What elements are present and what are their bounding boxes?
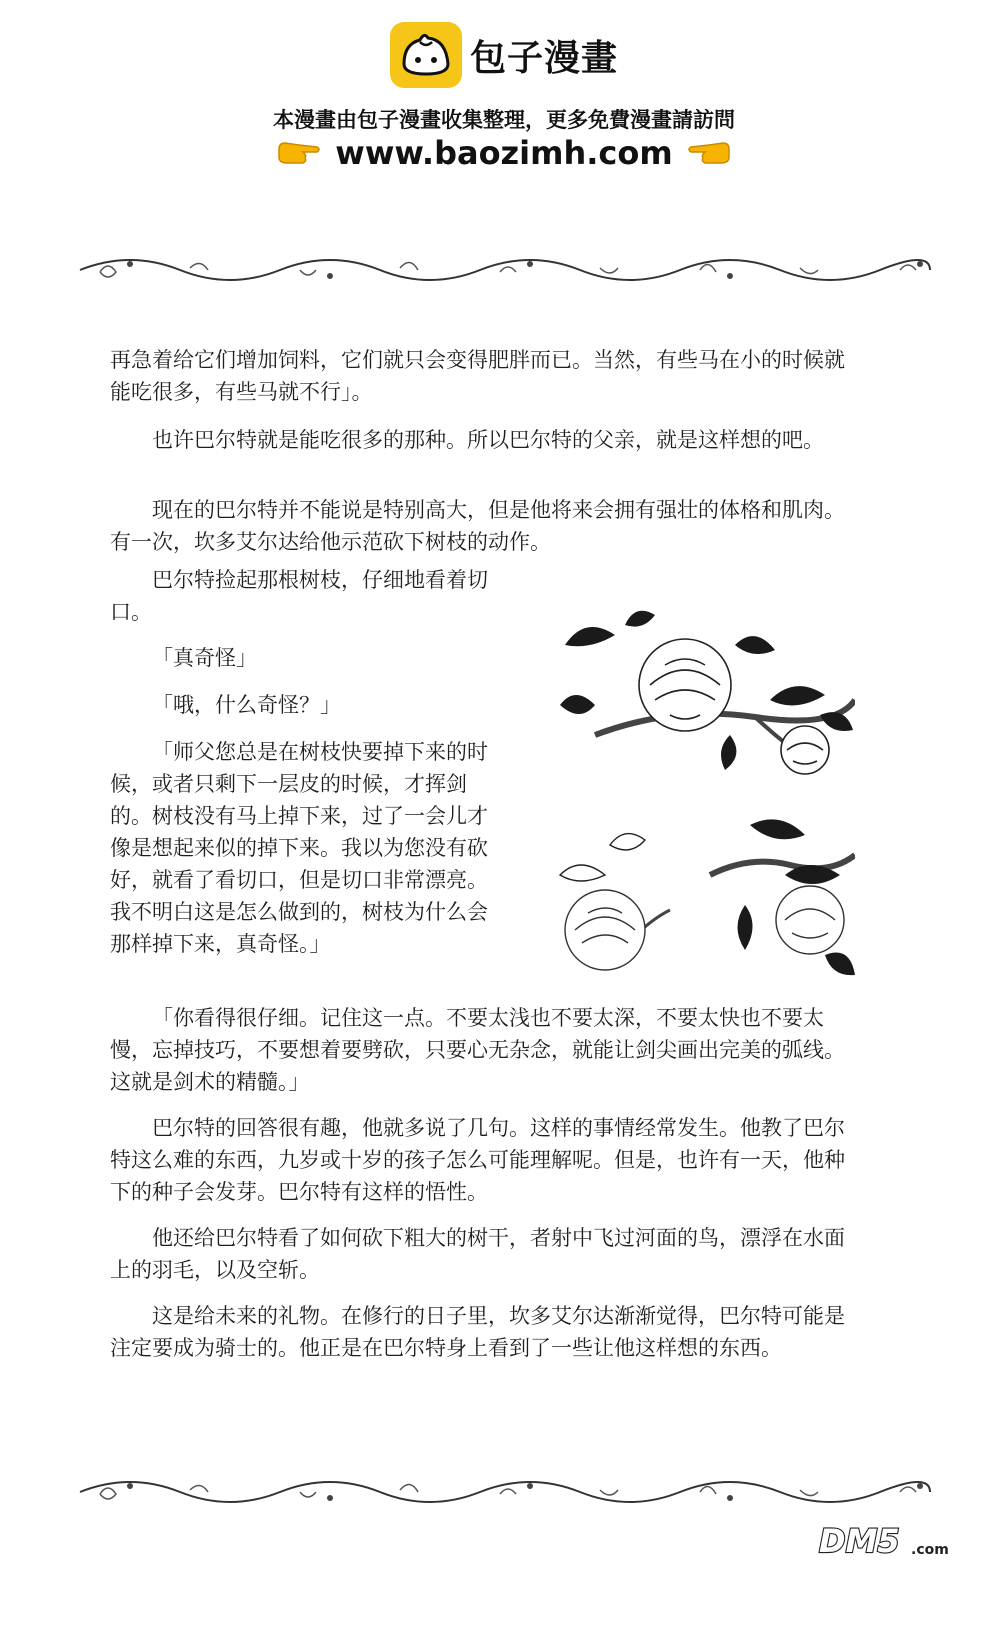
source-url-link[interactable]: www.baozimh.com xyxy=(335,134,673,172)
paragraph-text: 「哦，什么奇怪？」 xyxy=(152,693,341,717)
camellia-branch-illustration-top xyxy=(555,605,855,785)
paragraph xyxy=(110,1112,860,1208)
brand-logo-row xyxy=(0,22,1008,88)
top-ornament-divider xyxy=(70,246,940,294)
paragraph-text: 「真奇怪」 xyxy=(152,646,257,670)
paragraph-text: 再急着给它们增加饲料，它们就只会变得肥胖而已。当然，有些马在小的时候就能吃很多，有些马就不行」。 xyxy=(110,348,845,404)
paragraph xyxy=(110,424,860,456)
brand-name: 包子漫畫 xyxy=(469,37,618,79)
dialogue-line xyxy=(110,642,500,674)
source-banner xyxy=(0,0,1008,190)
paragraph-text: 巴尔特捡起那根树枝，仔细地看着切口。 xyxy=(110,568,488,624)
pointing-right-hand-icon xyxy=(277,139,321,167)
url-row xyxy=(0,134,1008,172)
paragraph-text: 他还给巴尔特看了如何砍下粗大的树干，者射中飞过河面的鸟，漂浮在水面上的羽毛，以及空斩。 xyxy=(110,1226,845,1282)
bottom-ornament-divider xyxy=(70,1468,940,1516)
dialogue-line xyxy=(110,689,500,721)
paragraph-text: 「师父您总是在树枝快要掉下来的时候，或者只剩下一层皮的时候，才挥剑的。树枝没有马上掉下来，过了一会儿才像是想起来似的掉下来。我以为您没有砍好，就看了看切口，但是切口非常漂亮。我不明白这是怎么做到的，树枝为什么会那样掉下来，真奇怪。」 xyxy=(110,740,488,956)
paragraph xyxy=(110,1300,860,1364)
dialogue-line xyxy=(110,1002,860,1098)
dm5-logo-suffix: .com xyxy=(911,1542,949,1558)
paragraph xyxy=(110,494,860,558)
paragraph xyxy=(110,564,500,628)
dialogue-line xyxy=(110,736,500,960)
paragraph-text: 现在的巴尔特并不能说是特别高大，但是他将来会拥有强壮的体格和肌肉。有一次，坎多艾尔达给他示范砍下树枝的动作。 xyxy=(110,498,845,554)
camellia-branch-illustration-bottom xyxy=(550,815,855,980)
paragraph-text: 这是给未来的礼物。在修行的日子里，坎多艾尔达渐渐觉得，巴尔特可能是注定要成为骑士的。他正是在巴尔特身上看到了一些让他这样想的东西。 xyxy=(110,1304,845,1360)
dm5-watermark-logo xyxy=(815,1518,955,1562)
source-tagline: 本漫畫由包子漫畫收集整理，更多免費漫畫請訪問 xyxy=(273,108,735,132)
paragraph-text: 「你看得很仔细。记住这一点。不要太浅也不要太深，不要太快也不要太慢，忘掉技巧，不要想着要劈砍，只要心无杂念，就能让剑尖画出完美的弧线。这就是剑术的精髓。」 xyxy=(110,1006,845,1094)
paragraph xyxy=(110,344,860,408)
bun-logo-icon xyxy=(390,22,462,88)
paragraph-text: 巴尔特的回答很有趣，他就多说了几句。这样的事情经常发生。他教了巴尔特这么难的东西，九岁或十岁的孩子怎么可能理解呢。但是，也许有一天，他种下的种子会发芽。巴尔特有这样的悟性。 xyxy=(110,1116,845,1204)
pointing-left-hand-icon xyxy=(687,139,731,167)
paragraph xyxy=(110,1222,860,1286)
paragraph-text: 也许巴尔特就是能吃很多的那种。所以巴尔特的父亲，就是这样想的吧。 xyxy=(152,428,824,452)
dm5-logo-text: DM5 xyxy=(819,1522,900,1560)
